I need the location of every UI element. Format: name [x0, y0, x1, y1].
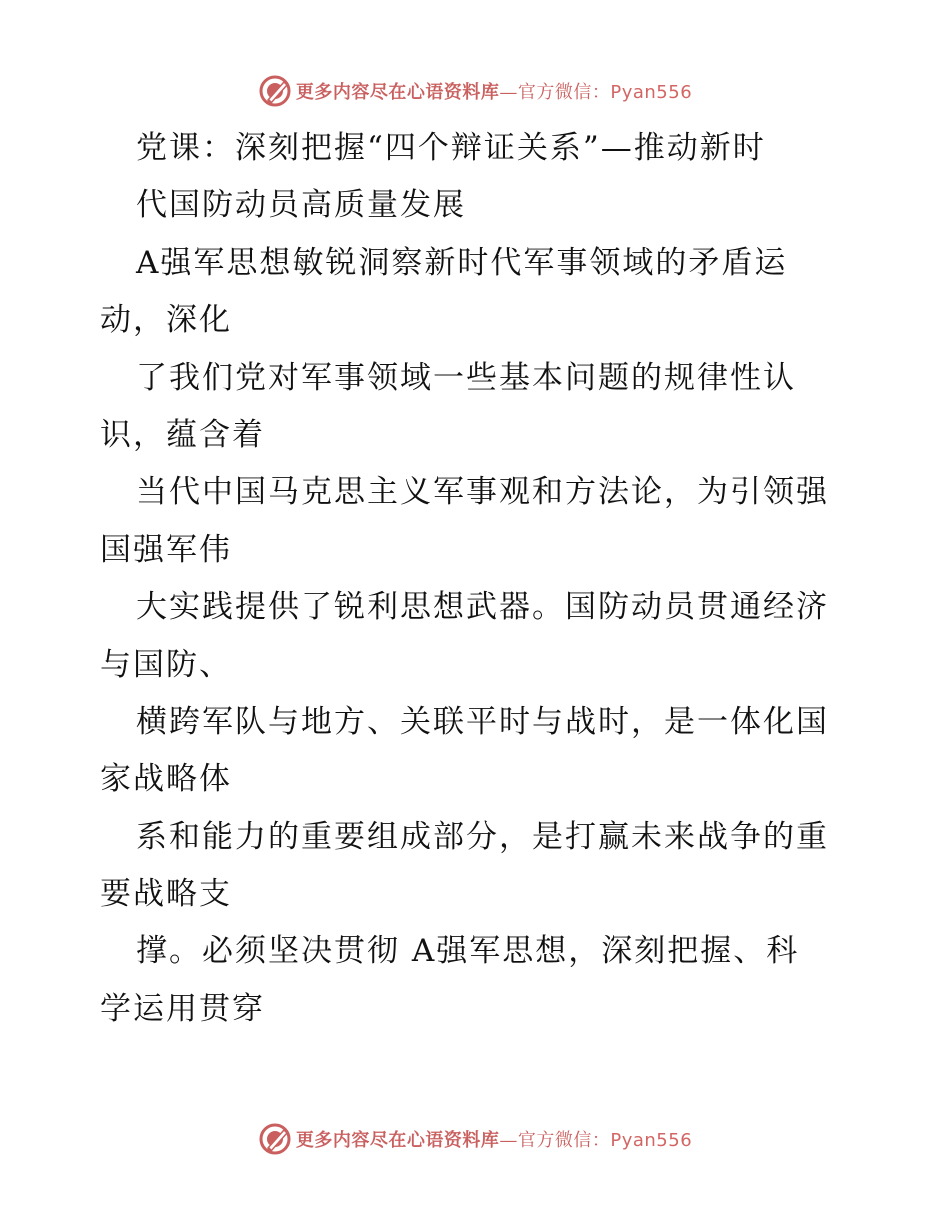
body-line: 大实践提供了锐利思想武器。国防动员贯通经济 [136, 589, 829, 626]
body-line: 与国防、 [100, 646, 232, 683]
watermark-site-text: 更多内容尽在心语资料库 [295, 82, 500, 103]
watermark-site-text: 更多内容尽在心语资料库 [295, 1130, 500, 1151]
watermark-wechat-label: 官方微信： [517, 1130, 611, 1151]
watermark-wechat-id: Pyan556 [610, 82, 693, 103]
watermark-dash: — [499, 82, 518, 103]
body-line: 识，蕴含着 [100, 416, 265, 453]
body-line: 学运用贯穿 [100, 990, 265, 1027]
pen-logo-icon [258, 74, 292, 108]
header-watermark [0, 71, 950, 111]
title-line-1: 党课：深刻把握“四个辩证关系”—推动新时 [136, 130, 766, 166]
body-line: 家战略体 [100, 761, 232, 798]
body-line: 动，深化 [100, 302, 232, 339]
watermark-dash: — [499, 1130, 518, 1151]
body-line: A强军思想敏锐洞察新时代军事领域的矛盾运 [136, 244, 788, 281]
document-body [100, 120, 860, 1038]
footer-watermark [0, 1119, 950, 1159]
pen-logo-icon [258, 1122, 292, 1156]
body-line: 撑。必须坚决贯彻 A强军思想，深刻把握、科 [136, 933, 800, 970]
watermark-wechat-id: Pyan556 [610, 1130, 693, 1151]
body-line: 当代中国马克思主义军事观和方法论，为引领强 [136, 474, 829, 511]
body-line: 系和能力的重要组成部分，是打赢未来战争的重 [136, 818, 829, 855]
body-line: 国强军伟 [100, 531, 232, 568]
watermark-wechat-label: 官方微信： [517, 82, 611, 103]
title-line-2: 代国防动员高质量发展 [136, 187, 466, 224]
body-line: 要战略支 [100, 876, 232, 913]
body-line: 了我们党对军事领域一些基本问题的规律性认 [136, 359, 796, 396]
body-line: 横跨军队与地方、关联平时与战时，是一体化国 [136, 703, 829, 740]
